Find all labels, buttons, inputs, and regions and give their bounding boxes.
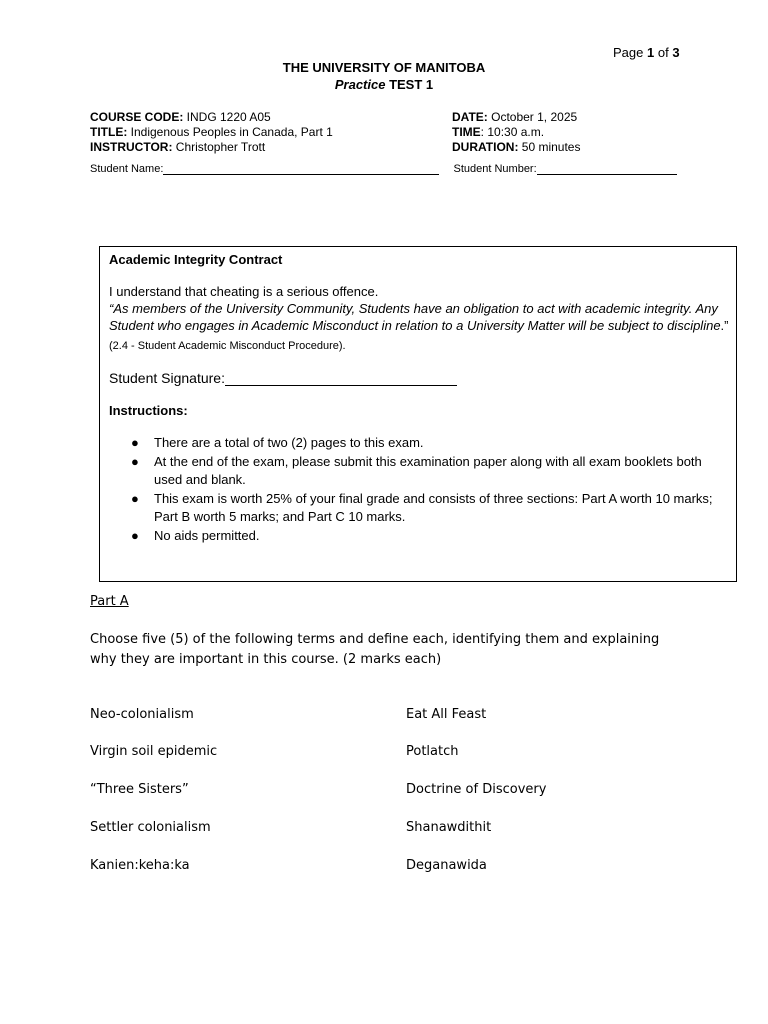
test-title bbox=[0, 77, 768, 92]
course-info-right bbox=[452, 110, 580, 155]
instructions-title: Instructions: bbox=[109, 403, 188, 418]
integrity-statement: I understand that cheating is a serious offence. bbox=[109, 284, 379, 299]
term-right: Eat All Feast bbox=[406, 707, 487, 722]
time-label: TIME bbox=[452, 125, 481, 139]
part-a-prompt: Choose five (5) of the following terms and define each, identifying them and explaining why they are important in this course. (2 marks each) bbox=[90, 632, 660, 667]
bullet-icon: ● bbox=[131, 528, 139, 543]
student-name-field[interactable] bbox=[163, 162, 439, 175]
student-name-label: Student Name: bbox=[90, 163, 164, 175]
page-prefix: Page bbox=[613, 45, 644, 60]
date-label: DATE: bbox=[452, 110, 488, 124]
student-fields bbox=[90, 162, 677, 175]
instructor-value: Christopher Trott bbox=[172, 140, 266, 154]
term-right: Potlatch bbox=[406, 744, 459, 759]
integrity-contract-text bbox=[109, 283, 729, 355]
time-value: : 10:30 a.m. bbox=[480, 125, 545, 139]
term-right: Doctrine of Discovery bbox=[406, 782, 547, 797]
signature-field[interactable] bbox=[225, 371, 457, 386]
integrity-quote: “As members of the University Community, Students have an obligation to act with academic integrity. Any Student who engages in Academic Misconduct in relation to a University Matter will be subject to discipline bbox=[109, 301, 721, 333]
university-title: THE UNIVERSITY OF MANITOBA bbox=[282, 60, 486, 75]
integrity-title: Academic Integrity Contract bbox=[109, 252, 283, 267]
instruction-text: No aids permitted. bbox=[154, 528, 260, 543]
term-left: “Three Sisters” bbox=[90, 782, 189, 797]
integrity-quote-block bbox=[109, 300, 729, 355]
test-title-italic: Practice bbox=[334, 77, 386, 92]
part-a-heading: Part A bbox=[90, 594, 129, 609]
term-left: Kanien:keha:ka bbox=[90, 858, 190, 873]
term-right: Shanawdithit bbox=[406, 820, 492, 835]
duration-label: DURATION: bbox=[452, 140, 519, 154]
course-code-line bbox=[90, 110, 333, 125]
course-code-label: COURSE CODE: bbox=[90, 110, 184, 124]
integrity-quote-end: .” bbox=[720, 318, 729, 333]
term-right: Deganawida bbox=[406, 858, 487, 873]
term-left: Settler colonialism bbox=[90, 820, 211, 835]
list-item bbox=[109, 527, 729, 545]
instruction-text: At the end of the exam, please submit this examination paper along with all exam booklets both used and blank. bbox=[154, 454, 702, 487]
student-number-label: Student Number: bbox=[453, 163, 537, 175]
course-title-line bbox=[90, 125, 333, 140]
page-current: 1 bbox=[647, 45, 655, 60]
signature-label: Student Signature: bbox=[109, 370, 225, 386]
date-line bbox=[452, 110, 580, 125]
student-number-field[interactable] bbox=[537, 162, 677, 175]
page-of: of bbox=[657, 45, 669, 60]
bullet-icon: ● bbox=[131, 454, 139, 469]
instruction-text: This exam is worth 25% of your final grade and consists of three sections: Part A worth 10 marks; Part B worth 5 marks; and Part C 10 marks. bbox=[154, 491, 713, 524]
term-left: Neo-colonialism bbox=[90, 707, 194, 722]
list-item bbox=[109, 434, 729, 452]
course-title-value: Indigenous Peoples in Canada, Part 1 bbox=[127, 125, 333, 139]
course-code-value: INDG 1220 A05 bbox=[183, 110, 271, 124]
course-title-label: TITLE: bbox=[90, 125, 128, 139]
bullet-icon: ● bbox=[131, 435, 139, 450]
duration-line bbox=[452, 140, 580, 155]
integrity-reference: (2.4 - Student Academic Misconduct Procedure). bbox=[109, 340, 346, 352]
signature-row bbox=[109, 370, 457, 386]
instructor-label: INSTRUCTOR: bbox=[90, 140, 173, 154]
date-value: October 1, 2025 bbox=[487, 110, 578, 124]
course-info-left bbox=[90, 110, 333, 155]
term-left: Virgin soil epidemic bbox=[90, 744, 218, 759]
bullet-icon: ● bbox=[131, 491, 139, 506]
list-item bbox=[109, 453, 729, 489]
instructor-line bbox=[90, 140, 333, 155]
test-title-rest: TEST 1 bbox=[385, 77, 434, 92]
instructions-list bbox=[109, 434, 729, 546]
page-number bbox=[613, 45, 680, 60]
instruction-text: There are a total of two (2) pages to this exam. bbox=[154, 435, 424, 450]
duration-value: 50 minutes bbox=[518, 140, 581, 154]
list-item bbox=[109, 490, 729, 526]
page-total: 3 bbox=[672, 45, 680, 60]
time-line bbox=[452, 125, 580, 140]
